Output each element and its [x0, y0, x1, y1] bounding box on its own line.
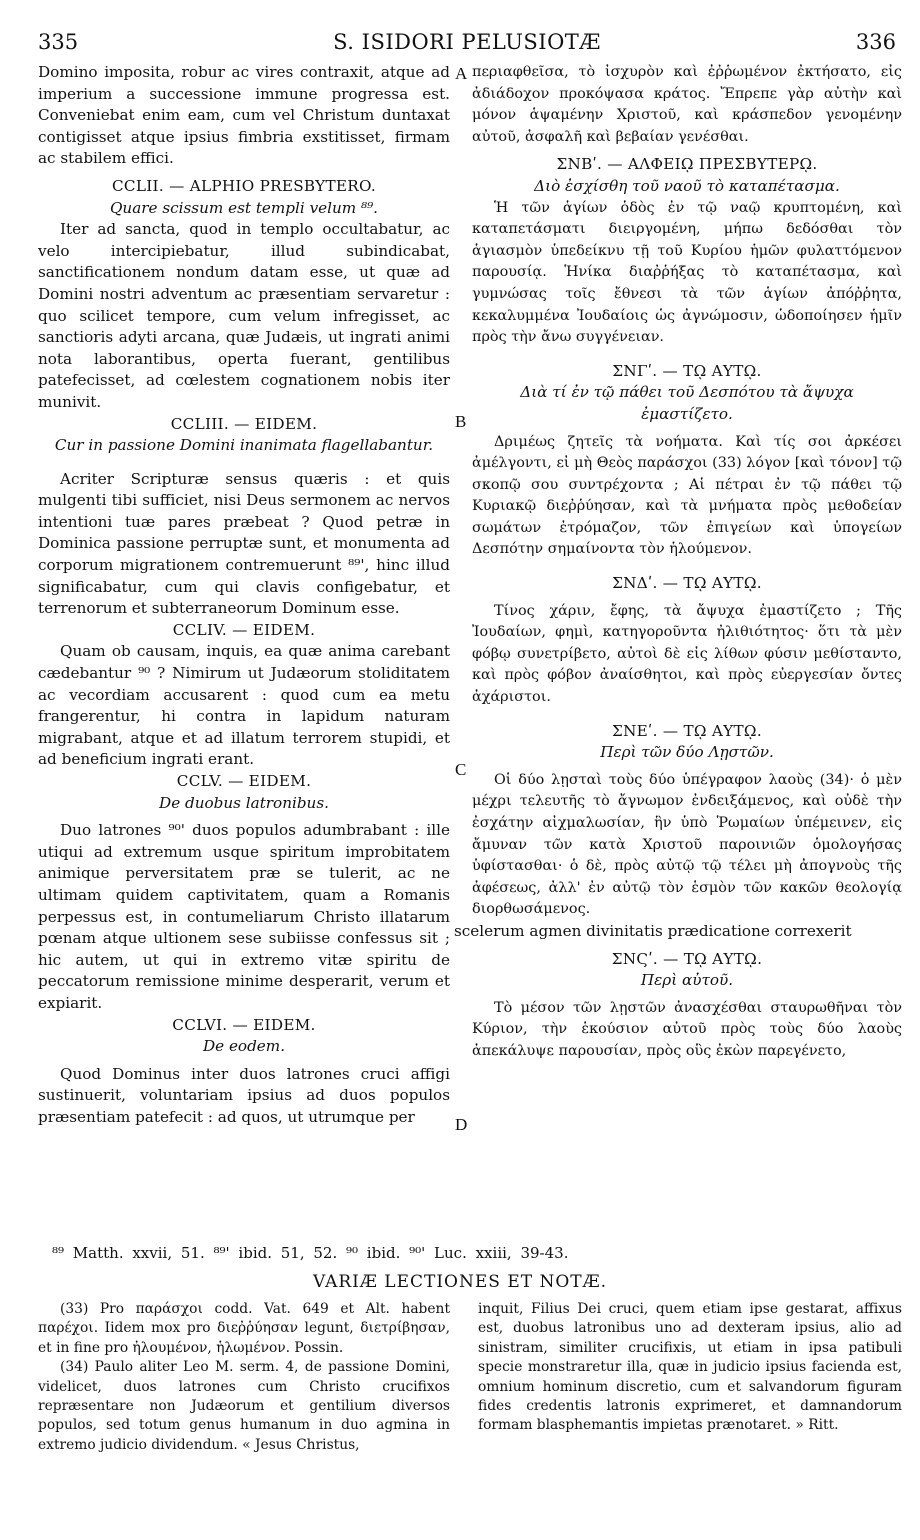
latin-subtitle-252: Quare scissum est templi velum ⁸⁹.	[109, 198, 379, 217]
note-34-continued: inquit, Filius Dei cruci, quem etiam ipse gestarat, affixus est, duobus latronibus uno ad dexteram ipsius, alio ad sinistram, similiter crucifixis, ut etiam in ipsa patibuli specie monstraretur illa, quæ in judicio ipsius facienda est, omnium hominum discretio, cum et salvandorum figuram fides credentis latronis exprimeret, et damnandorum formam blasphemantis impietas prænotaret. » Ritt.	[478, 1301, 902, 1434]
latin-text-254: Quam ob causam, inquis, ea quæ anima carebant cædebantur ⁹⁰ ? Nimirum ut Judæorum stoliditatem ac vecordiam accusarent : quod cum ea metu frangerentur, hi contra in lapidum naturam migrabant, atque et ad illatum terrorem stupidi, et ad beneficium ingrati erant.	[38, 642, 450, 769]
latin-heading-256: CCLVI. — EIDEM.	[172, 1015, 316, 1034]
latin-heading-254: CCLIV. — EIDEM.	[172, 620, 316, 639]
latin-text-255: Duo latrones ⁹⁰' duos populos adumbrabant : ille utiqui ad extremum usque spiritum improbitatem animique perversitatem præ se tulerit, ac ne ultimam quidem captivitatem, quam a Romanis perpessus est, in contumeliarum Christo illatarum pœnam atque ultionem sese subiisse confessus sit ; hic autem, ut qui in extremo vitæ spiritu de peccatorum remissione minime desperarit, verum et expiarit.	[38, 821, 450, 1012]
latin-text-252: Iter ad sancta, quod in templo occultabatur, ac velo intercipiebatur, illud subindicabat, sanctificationem nondum datam esse, ut quæ ad Domini nostri adventum ac præsentiam servaretur : quo scilicet tempore, cum velum infregisset, ac sanctioris adyti arcana, quæ Judæis, ut ingrati animi nota laborantibus, operta fuerant, gentilibus patefecisset, ad cœlestem cognationem nobis iter munivit.	[38, 220, 450, 411]
latin-heading-255: CCLV. — EIDEM.	[176, 772, 312, 790]
margin-marker-a: A	[455, 64, 468, 83]
greek-heading-253: ΣΝΓʹ. — Τῼ ΑΥΤῼ.	[612, 361, 762, 380]
greek-subtitle-256: Περὶ αὐτοῦ.	[640, 971, 734, 990]
page-number-right: 336	[855, 30, 896, 54]
notes-left-column	[38, 1300, 450, 1455]
greek-heading-255: ΣΝΕʹ. — Τῼ ΑΥΤῼ.	[612, 721, 762, 740]
latin-subtitle-256: De eodem.	[202, 1037, 286, 1056]
latin-heading-253: CCLIII. — EIDEM.	[170, 414, 318, 433]
margin-marker-b: B	[455, 412, 467, 431]
greek-subtitle-252: Διὸ ἐσχίσθη τοῦ ναοῦ τὸ καταπέτασμα.	[534, 176, 840, 195]
greek-heading-254: ΣΝΔʹ. — Τῼ ΑΥΤῼ.	[612, 574, 762, 593]
greek-text-255: Οἱ δύο λῃσταὶ τοὺς δύο ὑπέγραφον λαοὺς (34)· ὁ μὲν μέχρι τελευτῆς τὸ ἄγνωμον ἐνδειξάμενος, καὶ οὐδὲ τὴν ἐσχάτην αἰχμαλωσίαν, ἣν ὑπὸ Ῥωμαίων ὑπέμεινεν, εἰς ἄμυναν τῶν κατὰ Χριστοῦ παροινιῶν ὁμολογήσας ὑφίστασθαι· ὁ δὲ, πρὸς αὐτῷ τῷ τέλει μὴ ἀπογνοὺς τῆς ἀφέσεως, ἀλλ' ἐν αὐτῷ τὸν ἑσμὸν τῶν κακῶν θεολογίᾳ διορθωσάμενος.	[472, 771, 902, 918]
greek-subtitle-253: Διὰ τί ἐν τῷ πάθει τοῦ Δεσπότου τὰ ἄψυχα ἐμαστίζετο.	[520, 383, 854, 423]
notes-right-column	[478, 1300, 902, 1436]
notes-title: VARIÆ LECTIONES ET NOTÆ.	[312, 1272, 608, 1292]
latin-continuation-255: scelerum agmen divinitatis prædicatione correxerit	[454, 921, 852, 940]
margin-marker-d: D	[455, 1115, 468, 1134]
greek-heading-256: ΣΝϚʹ. — Τῼ ΑΥΤῼ.	[611, 949, 763, 968]
latin-intro: Domino imposita, robur ac vires contraxit, atque ad imperium a successione immune progressa est. Conveniebat enim eam, cum vel Christum duntaxat contigisset atque ipsius fimbria exstitisset, firmam ac stabilem effici.	[38, 63, 450, 168]
latin-heading-252: CCLII. — ALPHIO PRESBYTERO.	[112, 176, 376, 195]
page-number-left: 335	[38, 30, 79, 54]
greek-heading-252: ΣΝΒʹ. — ΑΛΦΕΙῼ ΠΡΕΣΒΥΤΕΡῼ.	[556, 155, 818, 174]
page-header	[38, 30, 896, 60]
note-33: (33) Pro παράσχοι codd. Vat. 649 et Alt. habent παρέχοι. Iidem mox pro διεῤῥύησαν legunt, διετρίβησαν, et in fine pro ἠλουμένον, ἡλωμένον. Possin.	[38, 1301, 450, 1356]
greek-text-253: Δριμέως ζητεῖς τὰ νοήματα. Καὶ τίς σοι ἀρκέσει ἀμέλγοντι, εἰ μὴ Θεὸς παράσχοι (33) λόγον [καὶ τόνον] τῷ σκοπῷ σου συντρέχοντα ; Αἱ πέτραι ἐν τῷ πάθει τῷ Κυριακῷ διεῤῥύησαν, καὶ τὰ μνήματα πρὸς μεθοδείαν σωμάτων ἐτρόμαζον, τῶν ἐπιγείων καὶ ὑπογείων Δεσπότην σημαίνοντα τὸν ἡλούμενον.	[472, 433, 902, 558]
note-34: (34) Paulo aliter Leo M. serm. 4, de passione Domini, videlicet, duos latrones cum Christo crucifixos repræsentare non Judæorum et gentilium diversos populos, sed totum genus humanum in duo agmina in extremo judicio dividendum. « Jesus Christus,	[38, 1359, 450, 1453]
latin-column	[38, 62, 450, 1129]
greek-subtitle-255: Περὶ τῶν δύο Λῃστῶν.	[600, 743, 774, 762]
latin-text-256: Quod Dominus inter duos latrones cruci affigi sustinuerit, voluntariam ipsius ad duos populos præsentiam patefecit : ad quos, ut utrumque per	[38, 1064, 450, 1126]
greek-intro: περιαφθεῖσα, τὸ ἰσχυρὸν καὶ ἐῤῥωμένον ἐκτήσατο, εἰς ἀδιάδοχον προκόψασα κράτος. Ἔπρεπε γὰρ αὐτὴν καὶ μόνον ἁψαμένην Χριστοῦ, καὶ κράσπεδον γενομένην αὐτοῦ, ἀσφαλῆ καὶ βεβαίαν γενέσθαι.	[472, 64, 902, 145]
margin-marker-c: C	[455, 760, 467, 779]
running-title: S. ISIDORI PELUSIOTÆ	[333, 30, 601, 54]
latin-text-253: Acriter Scripturæ sensus quæris : et quis mulgenti tibi sufficiet, nisi Deus sermonem ac nervos intentioni tuæ pares præbeat ? Quod petræ in Dominica passione perruptæ sunt, et monumenta ad corporum migrationem contremuerunt ⁸⁹', hinc illud significabatur, cum qui clavis configebatur, et terrenorum et subterraneorum Dominum esse.	[38, 469, 450, 618]
greek-text-254: Τίνος χάριν, ἔφης, τὰ ἄψυχα ἐμαστίζετο ; Τῆς Ἰουδαίων, φημὶ, κατηγοροῦντα ἠλιθιότητος· ὅτι τὰ μὲν φόβῳ συνετρίβετο, αὐτοὶ δὲ εἰς λίθων φύσιν μεθίσταντο, καὶ πρὸς φόβον ἀναίσθητοι, καὶ πρὸς εὐεργεσίαν ὄντες ἀχάριστοι.	[472, 602, 902, 706]
latin-subtitle-253: Cur in passione Domini inanimata flagellabantur.	[54, 436, 434, 455]
scripture-footnotes: ⁸⁹ Matth. xxvii, 51. ⁸⁹' ibid. 51, 52. ⁹⁰ ibid. ⁹⁰' Luc. xxiii, 39-43.	[52, 1244, 569, 1262]
greek-column	[454, 62, 902, 1063]
greek-text-252: Ἡ τῶν ἁγίων ὁδὸς ἐν τῷ ναῷ κρυπτομένη, καὶ καταπετάσματι διειργομένη, μήπω δεδόσθαι τὸν ἁγιασμὸν ὑπεδείκνυ τῇ τοῦ Κυρίου ἡμῶν φυλαττόμενον παρουσίᾳ. Ἡνίκα διαῤῥήξας τὸ καταπέτασμα, καὶ γυμνώσας τοῖς ἔθνεσι τὰ τῶν ἁγίων ἀπόῤῥητα, κεκαλυμμένα Ἰουδαίοις ὡς ἀγνώμοσιν, ὡδοποίησεν ἡμῖν πρὸς τὴν ἄνω συγγένειαν.	[472, 199, 902, 346]
latin-subtitle-255: De duobus latronibus.	[159, 793, 329, 812]
greek-text-256: Τὸ μέσον τῶν λῃστῶν ἀνασχέσθαι σταυρωθῆναι τὸν Κύριον, τὴν ἑκούσιον αὐτοῦ πρὸς τοὺς δύο λαοὺς ἀπεκάλυψε παρουσίαν, πρὸς οὓς ἐκὼν παρεγένετο,	[472, 999, 902, 1059]
